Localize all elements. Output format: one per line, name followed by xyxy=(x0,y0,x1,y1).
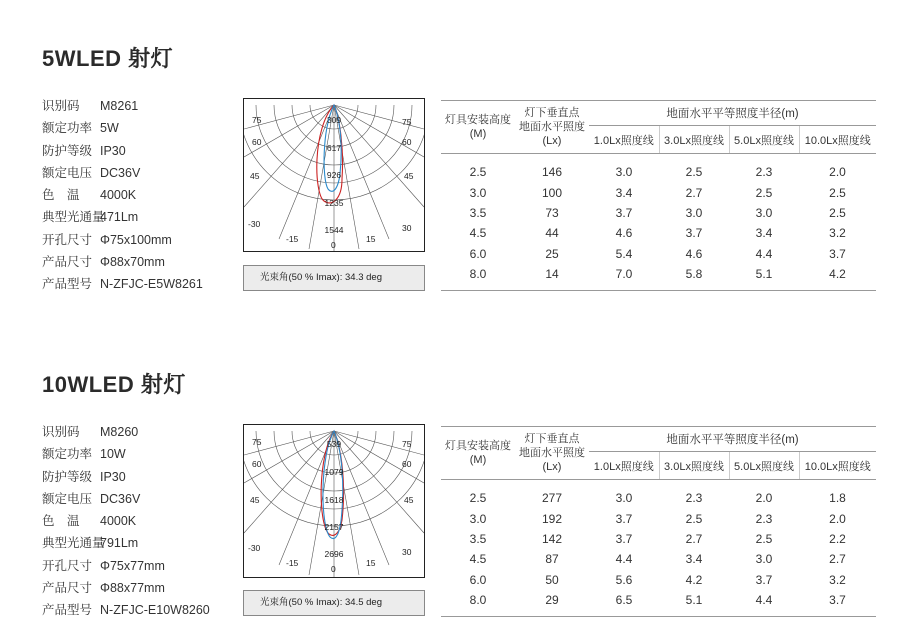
spec-value: 5W xyxy=(100,121,119,136)
spec-value: Φ88x70mm xyxy=(100,255,165,270)
table-cell: 100 xyxy=(541,185,563,200)
table-cell: 3.4 xyxy=(615,185,633,200)
table-cell: 3.2 xyxy=(829,572,846,587)
table-cell: 3.0 xyxy=(469,511,487,526)
ring-value: 1079 xyxy=(324,467,344,477)
angle-label: 60 xyxy=(402,459,412,469)
spec-value: N-ZFJC-E5W8261 xyxy=(100,277,203,292)
table-cell: 146 xyxy=(541,165,563,180)
ring-value: 1235 xyxy=(324,198,344,208)
spec-value: IP30 xyxy=(100,143,126,158)
table-row xyxy=(441,264,876,291)
table-cell: 44 xyxy=(545,226,559,241)
spec-label: 色 温 xyxy=(42,188,80,203)
header-center-text: 灯下垂直点 xyxy=(524,107,580,119)
spec-label: 识别码 xyxy=(42,99,80,113)
ring-value: 2157 xyxy=(324,522,344,532)
table-cell: 4.5 xyxy=(469,226,487,241)
table-row xyxy=(441,590,876,617)
spec-label: 额定功率 xyxy=(42,447,93,462)
header-center xyxy=(515,427,589,480)
spec-value: Φ88x77mm xyxy=(100,581,165,596)
table-row xyxy=(441,223,876,243)
beam-angle-box xyxy=(243,265,425,291)
spec-value: 471Lm xyxy=(100,210,139,225)
angle-label: 45 xyxy=(250,171,260,181)
angle-label: -30 xyxy=(248,219,261,229)
product-10w xyxy=(0,326,920,626)
spec-label: 色 温 xyxy=(42,514,80,529)
ring-value: 1618 xyxy=(324,495,344,505)
table-cell: 8.0 xyxy=(441,590,515,617)
header-center-text: 地面水平照度 xyxy=(519,121,585,133)
table-row xyxy=(441,244,876,264)
ring-value: 309 xyxy=(326,115,342,125)
spec-row xyxy=(42,466,210,488)
header-height-unit: (M) xyxy=(469,128,487,140)
spec-row xyxy=(42,555,210,577)
table-row xyxy=(441,480,876,509)
angle-label: 60 xyxy=(252,137,262,147)
angle-label: 60 xyxy=(252,459,262,469)
subheader: 10.0Lx照度线 xyxy=(799,452,876,480)
table-cell: 4.6 xyxy=(685,246,703,261)
angle-label: -15 xyxy=(286,558,299,568)
table-cell: 3.7 xyxy=(615,531,633,546)
spec-value: DC36V xyxy=(100,491,141,506)
table-cell: 4.6 xyxy=(615,226,633,241)
header-center-text: 地面水平照度 xyxy=(519,447,585,459)
table-cell: 2.5 xyxy=(829,205,846,220)
table-cell: 3.0 xyxy=(755,552,773,567)
angle-label: 0 xyxy=(331,240,336,250)
table-cell: 2.3 xyxy=(755,165,773,180)
spec-label: 额定电压 xyxy=(42,491,93,506)
header-center xyxy=(515,101,589,154)
table-row xyxy=(441,154,876,183)
spec-value: M8260 xyxy=(100,425,139,439)
table-cell: 2.5 xyxy=(829,185,846,200)
subheader: 1.0Lx照度线 xyxy=(589,452,659,480)
product-title: 5WLED 射灯 xyxy=(42,46,174,71)
angle-label: -30 xyxy=(248,543,261,553)
angle-label: 45 xyxy=(404,171,414,181)
table-cell: 2.7 xyxy=(685,531,703,546)
spec-value: N-ZFJC-E10W8260 xyxy=(100,603,210,618)
beam-angle-value: 34.5 deg xyxy=(345,597,382,608)
spec-label: 识别码 xyxy=(42,425,80,439)
spec-row xyxy=(42,532,210,554)
table-row xyxy=(441,529,876,549)
header-center-text: 灯下垂直点 xyxy=(524,433,580,445)
table-cell: 3.0 xyxy=(685,205,703,220)
spec-label: 防护等级 xyxy=(42,469,93,484)
angle-label: 75 xyxy=(252,437,262,447)
table-row xyxy=(441,549,876,569)
table-cell: 3.5 xyxy=(469,531,487,546)
table-cell: 3.7 xyxy=(799,590,876,617)
table-cell: 2.0 xyxy=(829,511,846,526)
table-cell: 2.5 xyxy=(685,511,703,526)
spec-label: 产品型号 xyxy=(42,277,93,292)
ring-value: 1544 xyxy=(324,225,344,235)
table-cell: 4.2 xyxy=(685,572,703,587)
table-cell: 5.1 xyxy=(659,590,729,617)
table-cell: 50 xyxy=(545,572,559,587)
spec-row xyxy=(42,577,210,599)
table-cell: 142 xyxy=(541,531,563,546)
ring-value: 617 xyxy=(326,143,342,153)
table-cell: 2.3 xyxy=(755,511,773,526)
angle-label: 30 xyxy=(402,223,412,233)
angle-label: 60 xyxy=(402,137,412,147)
header-radius: 地面水平平等照度半径(m) xyxy=(589,427,876,452)
table-cell: 6.0 xyxy=(469,572,487,587)
spec-value: Φ75x77mm xyxy=(100,558,165,573)
table-cell: 6.0 xyxy=(469,246,487,261)
angle-label: 30 xyxy=(402,547,412,557)
spec-row xyxy=(42,510,210,532)
spec-row xyxy=(42,229,203,251)
angle-label: 75 xyxy=(402,117,412,127)
spec-row xyxy=(42,140,203,162)
illuminance-table xyxy=(441,100,876,291)
spec-row xyxy=(42,251,203,273)
table-cell: 3.4 xyxy=(755,226,773,241)
table-cell: 192 xyxy=(541,511,563,526)
subheader: 10.0Lx照度线 xyxy=(799,126,876,154)
table-cell: 3.7 xyxy=(615,511,633,526)
spec-label: 产品尺寸 xyxy=(42,255,93,270)
table-cell: 2.5 xyxy=(755,185,773,200)
table-cell: 2.0 xyxy=(829,165,846,180)
spec-label: 防护等级 xyxy=(42,143,93,158)
spec-row xyxy=(42,599,210,621)
polar-diagram-svg xyxy=(244,99,424,251)
table-cell: 3.0 xyxy=(615,491,633,506)
table-cell: 3.7 xyxy=(685,226,703,241)
table-row xyxy=(441,182,876,202)
table-cell: 3.4 xyxy=(685,552,703,567)
angle-label: 75 xyxy=(252,115,262,125)
table-cell: 7.0 xyxy=(589,264,659,291)
table-row xyxy=(441,570,876,590)
angle-label: 15 xyxy=(366,558,376,568)
header-radius: 地面水平平等照度半径(m) xyxy=(589,101,876,126)
spec-row xyxy=(42,206,203,228)
spec-label: 开孔尺寸 xyxy=(42,232,93,247)
angle-label: 45 xyxy=(404,495,414,505)
spec-row xyxy=(42,488,210,510)
table-cell: 3.2 xyxy=(829,226,846,241)
spec-value: IP30 xyxy=(100,469,126,484)
table-cell: 29 xyxy=(515,590,589,617)
table-cell: 4.2 xyxy=(799,264,876,291)
beam-angle-value: 34.3 deg xyxy=(345,272,382,283)
table-cell: 6.5 xyxy=(589,590,659,617)
polar-diagram xyxy=(243,98,425,252)
product-title: 10WLED 射灯 xyxy=(42,372,186,397)
table-cell: 25 xyxy=(545,246,559,261)
table-cell: 4.4 xyxy=(729,590,799,617)
angle-label: -15 xyxy=(286,234,299,244)
table-cell: 2.5 xyxy=(685,165,703,180)
spec-row xyxy=(42,95,203,117)
subheader: 5.0Lx照度线 xyxy=(729,126,799,154)
table-cell: 277 xyxy=(541,491,563,506)
spec-row xyxy=(42,117,203,139)
spec-value: 4000K xyxy=(100,514,137,529)
spec-label: 额定功率 xyxy=(42,121,93,136)
ring-value: 926 xyxy=(326,170,342,180)
spec-label: 产品型号 xyxy=(42,603,93,618)
spec-row xyxy=(42,443,210,465)
header-height xyxy=(441,427,515,480)
table-cell: 4.5 xyxy=(469,552,487,567)
header-height-unit: (M) xyxy=(469,454,487,466)
illuminance-table xyxy=(441,426,876,617)
table-row xyxy=(441,508,876,528)
angle-label: 45 xyxy=(250,495,260,505)
table-cell: 5.6 xyxy=(615,572,633,587)
beam-angle-label: 光束角(50 % Imax): xyxy=(260,272,343,283)
table-cell: 4.4 xyxy=(755,246,773,261)
table-cell: 2.5 xyxy=(469,491,487,506)
header-height xyxy=(441,101,515,154)
angle-label: 75 xyxy=(402,439,412,449)
ring-value: 2696 xyxy=(324,549,344,559)
table-cell: 2.5 xyxy=(755,531,773,546)
table-cell: 87 xyxy=(545,552,559,567)
spec-label: 额定电压 xyxy=(42,165,93,180)
spec-value: 791Lm xyxy=(100,536,139,551)
polar-diagram xyxy=(243,424,425,578)
spec-label: 典型光通量 xyxy=(42,210,105,225)
table-cell: 4.4 xyxy=(615,552,633,567)
table-cell: 5.1 xyxy=(729,264,799,291)
spec-list xyxy=(42,421,210,622)
product-5w xyxy=(0,0,920,300)
angle-label: 15 xyxy=(366,234,376,244)
table-cell: 14 xyxy=(515,264,589,291)
ring-value: 539 xyxy=(326,439,342,449)
subheader: 3.0Lx照度线 xyxy=(659,126,729,154)
table-cell: 8.0 xyxy=(441,264,515,291)
table-cell: 3.0 xyxy=(469,185,487,200)
table-row xyxy=(441,203,876,223)
spec-value: M8261 xyxy=(100,99,139,113)
table-cell: 2.0 xyxy=(755,491,773,506)
table-cell: 1.8 xyxy=(829,491,846,506)
table-cell: 2.2 xyxy=(829,531,846,546)
table-cell: 5.4 xyxy=(615,246,633,261)
subheader: 1.0Lx照度线 xyxy=(589,126,659,154)
beam-angle-label: 光束角(50 % Imax): xyxy=(260,597,343,608)
spec-row xyxy=(42,162,203,184)
angle-label: 0 xyxy=(331,564,336,574)
table-cell: 3.0 xyxy=(615,165,633,180)
table-cell: 2.3 xyxy=(685,491,703,506)
table-cell: 2.5 xyxy=(469,165,487,180)
header-center-unit: (Lx) xyxy=(542,461,562,473)
spec-value: DC36V xyxy=(100,165,141,180)
spec-value: Φ75x100mm xyxy=(100,232,172,247)
spec-row xyxy=(42,184,203,206)
table-cell: 3.7 xyxy=(755,572,773,587)
polar-diagram-svg xyxy=(244,425,424,577)
header-center-unit: (Lx) xyxy=(542,135,562,147)
table-cell: 2.7 xyxy=(685,185,703,200)
table-cell: 3.5 xyxy=(469,205,487,220)
spec-row xyxy=(42,421,210,443)
table-cell: 73 xyxy=(545,205,559,220)
spec-label: 典型光通量 xyxy=(42,536,105,551)
table-cell: 5.8 xyxy=(659,264,729,291)
header-height-text: 灯具安装高度 xyxy=(445,114,511,126)
spec-list xyxy=(42,95,203,296)
spec-value: 4000K xyxy=(100,188,137,203)
spec-value: 10W xyxy=(100,447,126,462)
header-height-text: 灯具安装高度 xyxy=(445,440,511,452)
spec-label: 开孔尺寸 xyxy=(42,558,93,573)
subheader: 3.0Lx照度线 xyxy=(659,452,729,480)
subheader: 5.0Lx照度线 xyxy=(729,452,799,480)
table-cell: 3.7 xyxy=(829,246,846,261)
table-cell: 3.0 xyxy=(755,205,773,220)
beam-angle-box xyxy=(243,590,425,616)
table-cell: 3.7 xyxy=(615,205,633,220)
table-cell: 2.7 xyxy=(829,552,846,567)
spec-row xyxy=(42,273,203,295)
spec-label: 产品尺寸 xyxy=(42,581,93,596)
